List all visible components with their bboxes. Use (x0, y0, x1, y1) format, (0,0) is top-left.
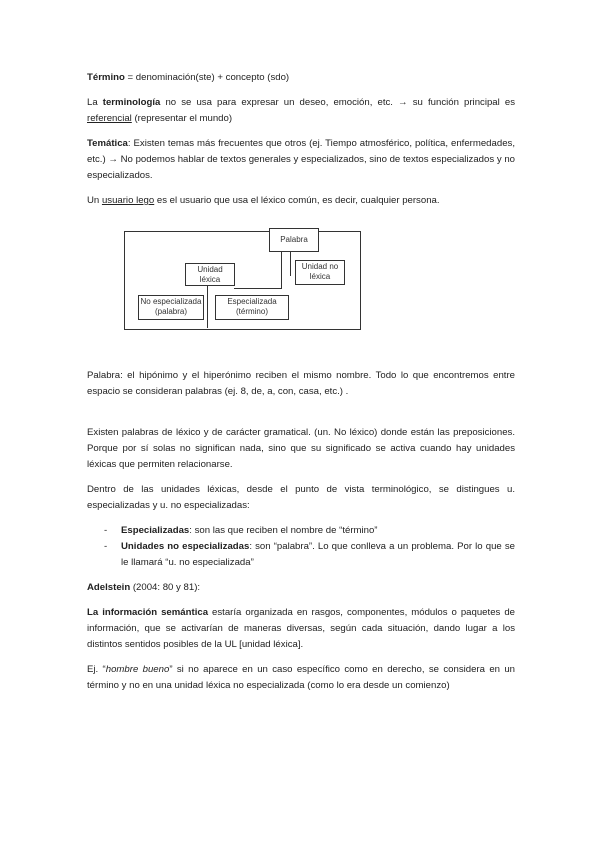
connector-v-palabra-down (281, 251, 282, 289)
paragraph-lexico-gramatical (87, 425, 515, 473)
text: estaría organizada en rasgos, componentes, módulos o paquetes de información, que se activarían de maneras diversas, según cada situación, dando lugar a los distintos sentidos posibles de la UL [unidad léxica]. (87, 607, 515, 650)
paragraph-palabra (87, 368, 515, 400)
paragraph-adelstein (87, 580, 515, 596)
paragraph-unidades-lexicas (87, 482, 515, 514)
box-label: Especializada (término) (227, 297, 277, 316)
text: = denominación(ste) + concepto (sdo) (124, 72, 290, 83)
list-item (87, 539, 515, 571)
paragraph-usuario-lego (87, 193, 515, 209)
text: (representar el mundo) (131, 113, 233, 124)
connector-v-to-no-lexica (290, 251, 291, 276)
term-informacion-semantica: La información semántica (87, 607, 209, 618)
paragraph-ejemplo (87, 662, 515, 694)
term-terminologia: terminología (102, 97, 161, 108)
lexical-units-diagram (87, 218, 515, 368)
box-especializada (215, 295, 289, 320)
box-unidad-lexica (185, 263, 235, 286)
underlined-usuario-lego: usuario lego (101, 195, 155, 206)
paragraph-terminologia (87, 95, 515, 127)
text: Palabra: el hipónimo y el hiperónimo reciben el mismo nombre. Todo lo que encontremos entre espacio se consideran palabras (ej. 8, de, a, con, casa, etc.) . (87, 370, 515, 397)
box-label: Unidad léxica (197, 265, 223, 284)
paragraph-informacion-semantica (87, 605, 515, 653)
box-label: No especializada (palabra) (140, 297, 202, 316)
author-adelstein: Adelstein (87, 582, 131, 593)
box-label: Palabra (280, 235, 308, 244)
underlined-referencial: referencial (87, 113, 132, 124)
spacer (87, 409, 515, 425)
text: : Existen temas más frecuentes que otros (ej. Tiempo atmosférico, política, enfermedades, etc.) → No podemos hablar de textos generales y especializados, sino de textos especializados y no especializados. (87, 138, 515, 181)
box-unidad-no-lexica (295, 260, 345, 285)
text: : son “palabra”. Lo que conlleva a un problema. Por lo que se le llamará “u. no especializada” (121, 541, 515, 568)
connector-v-lexica-down (207, 284, 208, 328)
text: Existen palabras de léxico y de carácter gramatical. (un. No léxico) donde están las preposiciones. Porque por sí solas no significan nada, sino que su significado se activa cuando hay unidades léxicas que permiten relacionarse. (87, 427, 515, 470)
list-dash: - (104, 525, 108, 536)
connector-h-to-unidad-lexica (234, 288, 282, 289)
term-termino: Término (87, 72, 125, 83)
term-tematica: Temática (87, 138, 128, 149)
list-dash: - (104, 541, 108, 552)
text: es el usuario que usa el léxico común, es decir, cualquier persona. (154, 195, 440, 206)
text: Ej. “ (87, 664, 106, 675)
text: Un (87, 195, 102, 206)
italic-example: hombre bueno (105, 664, 170, 675)
paragraph-termino (87, 70, 515, 86)
text: La (87, 97, 103, 108)
term-especializadas: Especializadas (121, 525, 190, 536)
text: (2004: 80 y 81): (130, 582, 201, 593)
term-unidades-no-especializadas: Unidades no especializadas (121, 541, 250, 552)
box-palabra (269, 228, 319, 252)
text: ” si no aparece en un caso específico como en derecho, se considera en un término y no en una unidad léxica no especializada (como lo era desde un comienzo) (87, 664, 516, 691)
paragraph-tematica (87, 136, 515, 184)
box-no-especializada (138, 295, 204, 320)
text: Dentro de las unidades léxicas, desde el punto de vista terminológico, se distingues u. especializadas y u. no especializadas: (87, 484, 515, 511)
document-body (87, 70, 515, 703)
units-list (87, 523, 515, 571)
text: no se usa para expresar un deseo, emoción, etc. → su función principal es (160, 97, 515, 108)
text: : son las que reciben el nombre de “término” (189, 525, 378, 536)
box-label: Unidad no léxica (301, 262, 339, 281)
list-item (87, 523, 515, 539)
